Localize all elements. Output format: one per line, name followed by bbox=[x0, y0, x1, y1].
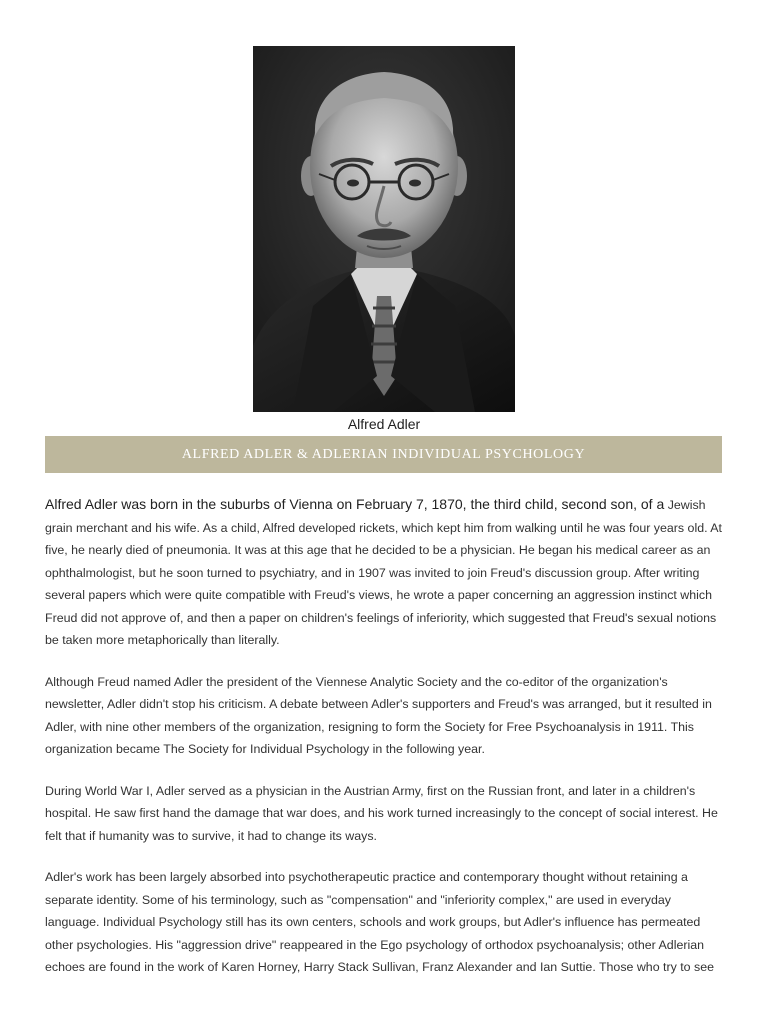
article-body bbox=[45, 493, 725, 998]
lead-word: Jewish bbox=[667, 498, 706, 512]
paragraph-2: Although Freud named Adler the president of the Viennese Analytic Society and the co-editor of the organization's newsletter, Adler didn't stop his criticism. A debate between Adler's supporters and Freud's was arranged, but it resulted in Adler, with nine other members of the organization, resigning to form the Society for Free Psychoanalysis in 1911. This organization became The Society for Individual Psychology in the following year. bbox=[45, 674, 712, 756]
paragraph-3: During World War I, Adler served as a physician in the Austrian Army, first on the Russian front, and later in a children's hospital. He saw first hand the damage that war does, and his work turned increasingly to the concept of social interest. He felt that if humanity was to survive, it had to change its ways. bbox=[45, 783, 718, 843]
paragraph-1-rest: grain merchant and his wife. As a child, Alfred developed rickets, which kept him from walking until he was four years old. At five, he nearly died of pneumonia. It was at this age that he decided to be a physician. He began his medical career as an ophthalmologist, but he soon turned to psychiatry, and in 1907 was invited to join Freud's discussion group. After writing several papers which were quite compatible with Freud's views, he wrote a paper concerning an aggression instinct which Freud did not approve of, and then a paper on children's feelings of inferiority, which suggested that Freud's sexual notions be taken more metaphorically than literally. bbox=[45, 520, 722, 647]
section-banner bbox=[45, 436, 722, 473]
portrait-photo bbox=[253, 46, 515, 412]
portrait-illustration bbox=[253, 46, 515, 412]
portrait-caption: Alfred Adler bbox=[347, 416, 421, 432]
paragraph-1 bbox=[45, 493, 725, 652]
paragraph-4: Adler's work has been largely absorbed into psychotherapeutic practice and contemporary thought without retaining a separate identity. Some of his terminology, such as "compensation" and "inferiority complex," are used in everyday language. Individual Psychology still has its own centers, schools and work groups, but Adler's influence has permeated other psychologies. His "aggression drive" reappeared in the Ego psychology of orthodox psychoanalysis; other Adlerian echoes are found in the work of Karen Horney, Harry Stack Sullivan, Franz Alexander and Ian Suttie. Those who try to see bbox=[45, 870, 714, 974]
banner-title: ALFRED ADLER & ADLERIAN INDIVIDUAL PSYCHOLOGY bbox=[181, 446, 586, 462]
lead-sentence: Alfred Adler was born in the suburbs of Vienna on February 7, 1870, the third child, second son, of a bbox=[45, 496, 665, 512]
